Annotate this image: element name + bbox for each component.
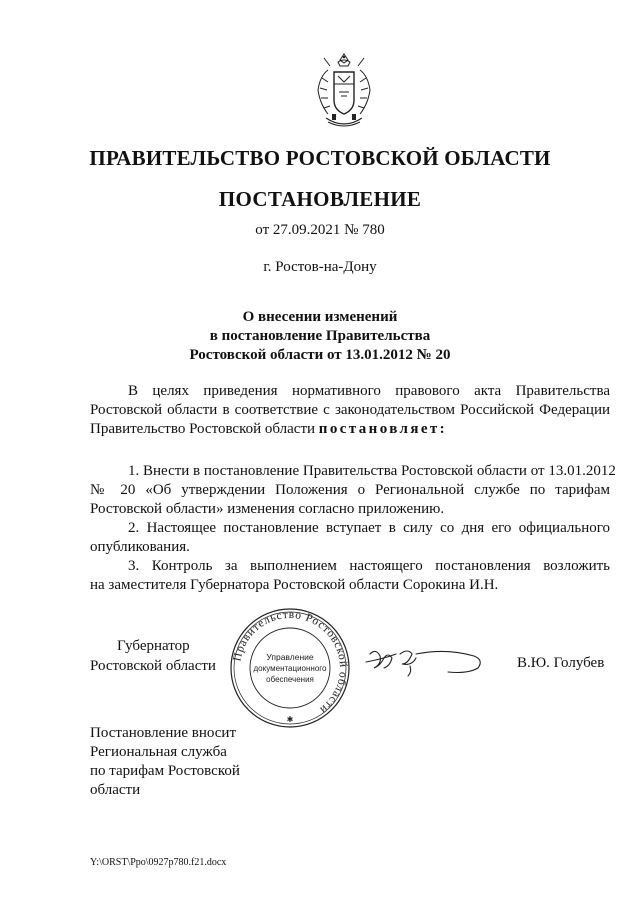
preamble-line: В целях приведения нормативного правового акта Правительства — [128, 383, 610, 399]
subject-line: О внесении изменений — [242, 309, 398, 325]
item-line: 3. Контроль за выполнением настоящего постановления возложить — [128, 558, 610, 574]
government-title: ПРАВИТЕЛЬСТВО РОСТОВСКОЙ ОБЛАСТИ — [89, 146, 551, 170]
file-path: Y:\ORST\Ppo\0927p780.f21.docx — [90, 857, 227, 868]
seal-inner-line: обеспечения — [266, 675, 314, 684]
seal-star-icon: ✱ — [286, 715, 294, 724]
signer-position — [90, 636, 216, 676]
document-type-title: ПОСТАНОВЛЕНИЕ — [218, 187, 422, 211]
resolution-keyword: постановляет: — [318, 421, 448, 437]
item-line: 1. Внести в постановление Правительства Ростовской области от 13.01.2012 — [128, 463, 616, 479]
preamble-line — [90, 420, 610, 439]
introduced-line: Региональная служба — [90, 744, 227, 760]
item-2 — [90, 519, 610, 557]
subject-line: Ростовской области от 13.01.2012 № 20 — [189, 347, 451, 363]
city: г. Ростов-на-Дону — [263, 259, 377, 275]
seal-outer-text: Правительство Ростовской области — [231, 608, 350, 716]
seal-inner-line: документационного — [253, 664, 327, 673]
introduced-line: Постановление вносит — [90, 725, 237, 741]
item-line: № 20 «Об утверждении Положения о Региональной службе по тарифам — [90, 482, 610, 498]
item-3 — [90, 557, 610, 595]
official-seal-stamp — [228, 606, 352, 730]
signer-name: В.Ю. Голубев — [517, 655, 605, 671]
preamble — [90, 382, 610, 439]
item-line: 2. Настоящее постановление вступает в силу со дня его официального — [128, 520, 610, 536]
preamble-text: Правительство Ростовской области — [90, 421, 319, 437]
item-line: опубликования. — [90, 539, 190, 555]
preamble-line: Ростовской области в соответствие с законодательством Российской Федерации — [90, 402, 610, 418]
subject-line: в постановление Правительства — [209, 328, 431, 344]
seal-inner-line: Управление — [266, 652, 314, 662]
item-line: на заместителя Губернатора Ростовской области Сорокина И.Н. — [90, 577, 499, 593]
document-subject — [0, 308, 640, 365]
position-line: Губернатор — [117, 638, 190, 654]
item-line: Ростовской области» изменения согласно приложению. — [90, 501, 445, 517]
date-and-number: от 27.09.2021 № 780 — [255, 222, 385, 238]
introduced-line: области — [90, 782, 141, 798]
coat-of-arms-icon — [308, 48, 380, 134]
introduced-by — [90, 724, 240, 800]
introduced-line: по тарифам Ростовской — [90, 763, 240, 779]
handwritten-signature — [362, 640, 492, 680]
item-1 — [90, 462, 616, 519]
position-line: Ростовской области — [90, 658, 216, 674]
